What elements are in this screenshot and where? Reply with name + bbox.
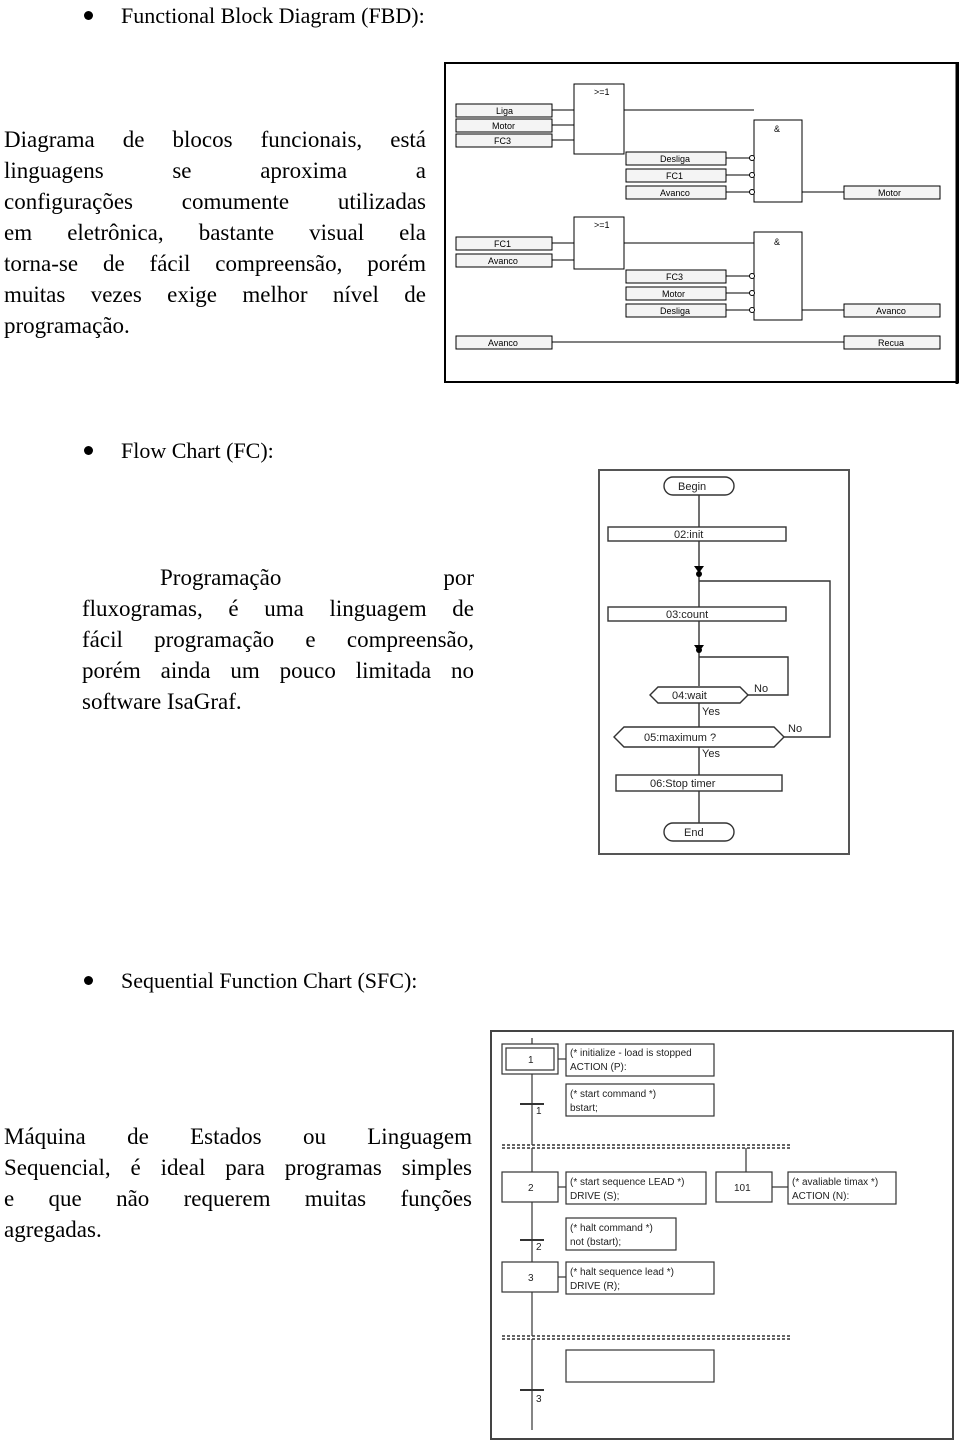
- text-line: fluxogramas, é uma linguagem de: [82, 596, 474, 621]
- decision-label: 04:wait: [672, 690, 707, 702]
- action-text: (* initialize - load is stopped: [570, 1048, 692, 1059]
- text-line: em eletrônica, bastante visual ela: [4, 220, 426, 245]
- action-text: ACTION (P):: [570, 1062, 627, 1073]
- end-label: End: [684, 827, 704, 839]
- sfc-diagram: [490, 1030, 956, 1442]
- signal-label: Recua: [878, 338, 905, 348]
- transition-number: 2: [536, 1242, 542, 1253]
- signal-label: Avanco: [660, 188, 690, 198]
- signal-label: Desliga: [660, 306, 691, 316]
- bullet-icon: [84, 11, 93, 20]
- condition-text: not (bstart);: [570, 1237, 622, 1248]
- signal-label: FC3: [494, 136, 512, 146]
- fc-diagram: [598, 469, 852, 857]
- text-line: software IsaGraf.: [82, 689, 242, 714]
- condition-text: (* halt command *): [570, 1223, 653, 1234]
- paragraph-sfc: [4, 1121, 472, 1245]
- text-line: configurações comumente utilizadas: [4, 189, 426, 214]
- action-text: DRIVE (S);: [570, 1191, 620, 1202]
- step-number: 101: [734, 1183, 751, 1194]
- signal-label: Avanco: [488, 338, 518, 348]
- bullet-icon: [84, 446, 93, 455]
- bullet-heading-sfc: [84, 967, 417, 995]
- bullet-heading-fbd: [84, 2, 425, 30]
- step-number: 1: [528, 1055, 534, 1066]
- fbd-diagram: [444, 62, 960, 384]
- text-line: muitas vezes exige melhor nível de: [4, 282, 426, 307]
- signal-label: Avanco: [488, 256, 518, 266]
- text-line: Sequencial, é ideal para programas simples: [4, 1155, 472, 1180]
- empty-box: [566, 1350, 714, 1382]
- text-line: programação.: [4, 313, 130, 338]
- step-label: 02:init: [674, 529, 704, 541]
- gate-label: &: [774, 237, 781, 247]
- branch-label: Yes: [702, 706, 720, 718]
- text-line: Diagrama de blocos funcionais, está: [4, 127, 426, 152]
- action-text: DRIVE (R);: [570, 1281, 620, 1292]
- condition-text: bstart;: [570, 1103, 598, 1114]
- signal-label: Motor: [492, 121, 516, 131]
- heading-fc: Flow Chart (FC):: [121, 438, 274, 463]
- signal-label: FC1: [666, 171, 684, 181]
- step-label: 03:count: [666, 609, 709, 621]
- condition-text: (* start command *): [570, 1089, 657, 1100]
- paragraph-fc: [82, 562, 474, 717]
- text-line: fácil programação e compreensão,: [82, 627, 474, 652]
- action-text: ACTION (N):: [792, 1191, 850, 1202]
- text-line: Programação por: [160, 565, 474, 590]
- signal-label: Avanco: [876, 306, 906, 316]
- signal-label: Desliga: [660, 154, 691, 164]
- signal-label: FC3: [666, 272, 684, 282]
- branch-label: No: [754, 683, 769, 695]
- step-number: 2: [528, 1183, 534, 1194]
- decision-label: 05:maximum ?: [644, 732, 717, 744]
- step-number: 3: [528, 1273, 534, 1284]
- transition-number: 3: [536, 1394, 542, 1405]
- paragraph-fbd: [4, 124, 426, 341]
- action-text: (* start sequence LEAD *): [570, 1177, 685, 1188]
- signal-label: Motor: [662, 289, 686, 299]
- branch-label: No: [788, 723, 803, 735]
- signal-label: FC1: [494, 239, 512, 249]
- text-line: Máquina de Estados ou Linguagem: [4, 1124, 472, 1149]
- transition-number: 1: [536, 1106, 542, 1117]
- branch-label: Yes: [702, 748, 720, 760]
- text-line: porém ainda um pouco limitada no: [82, 658, 474, 683]
- step-label: 06:Stop timer: [650, 778, 716, 790]
- gate-label: &: [774, 124, 781, 134]
- action-text: (* halt sequence lead *): [570, 1267, 674, 1278]
- bullet-heading-fc: [84, 437, 274, 465]
- gate-label: >=1: [594, 87, 610, 97]
- signal-label: Liga: [496, 106, 514, 116]
- text-line: agregadas.: [4, 1217, 102, 1242]
- begin-label: Begin: [678, 481, 707, 493]
- heading-sfc: Sequential Function Chart (SFC):: [121, 968, 418, 993]
- gate-label: >=1: [594, 220, 610, 230]
- signal-label: Motor: [878, 188, 902, 198]
- text-line: e que não requerem muitas funções: [4, 1186, 472, 1211]
- text-line: torna-se de fácil compreensão, porém: [4, 251, 426, 276]
- bullet-icon: [84, 976, 93, 985]
- action-text: (* avaliable timax *): [792, 1177, 879, 1188]
- text-line: linguagens se aproxima a: [4, 158, 426, 183]
- heading-fbd: Functional Block Diagram (FBD):: [121, 3, 425, 28]
